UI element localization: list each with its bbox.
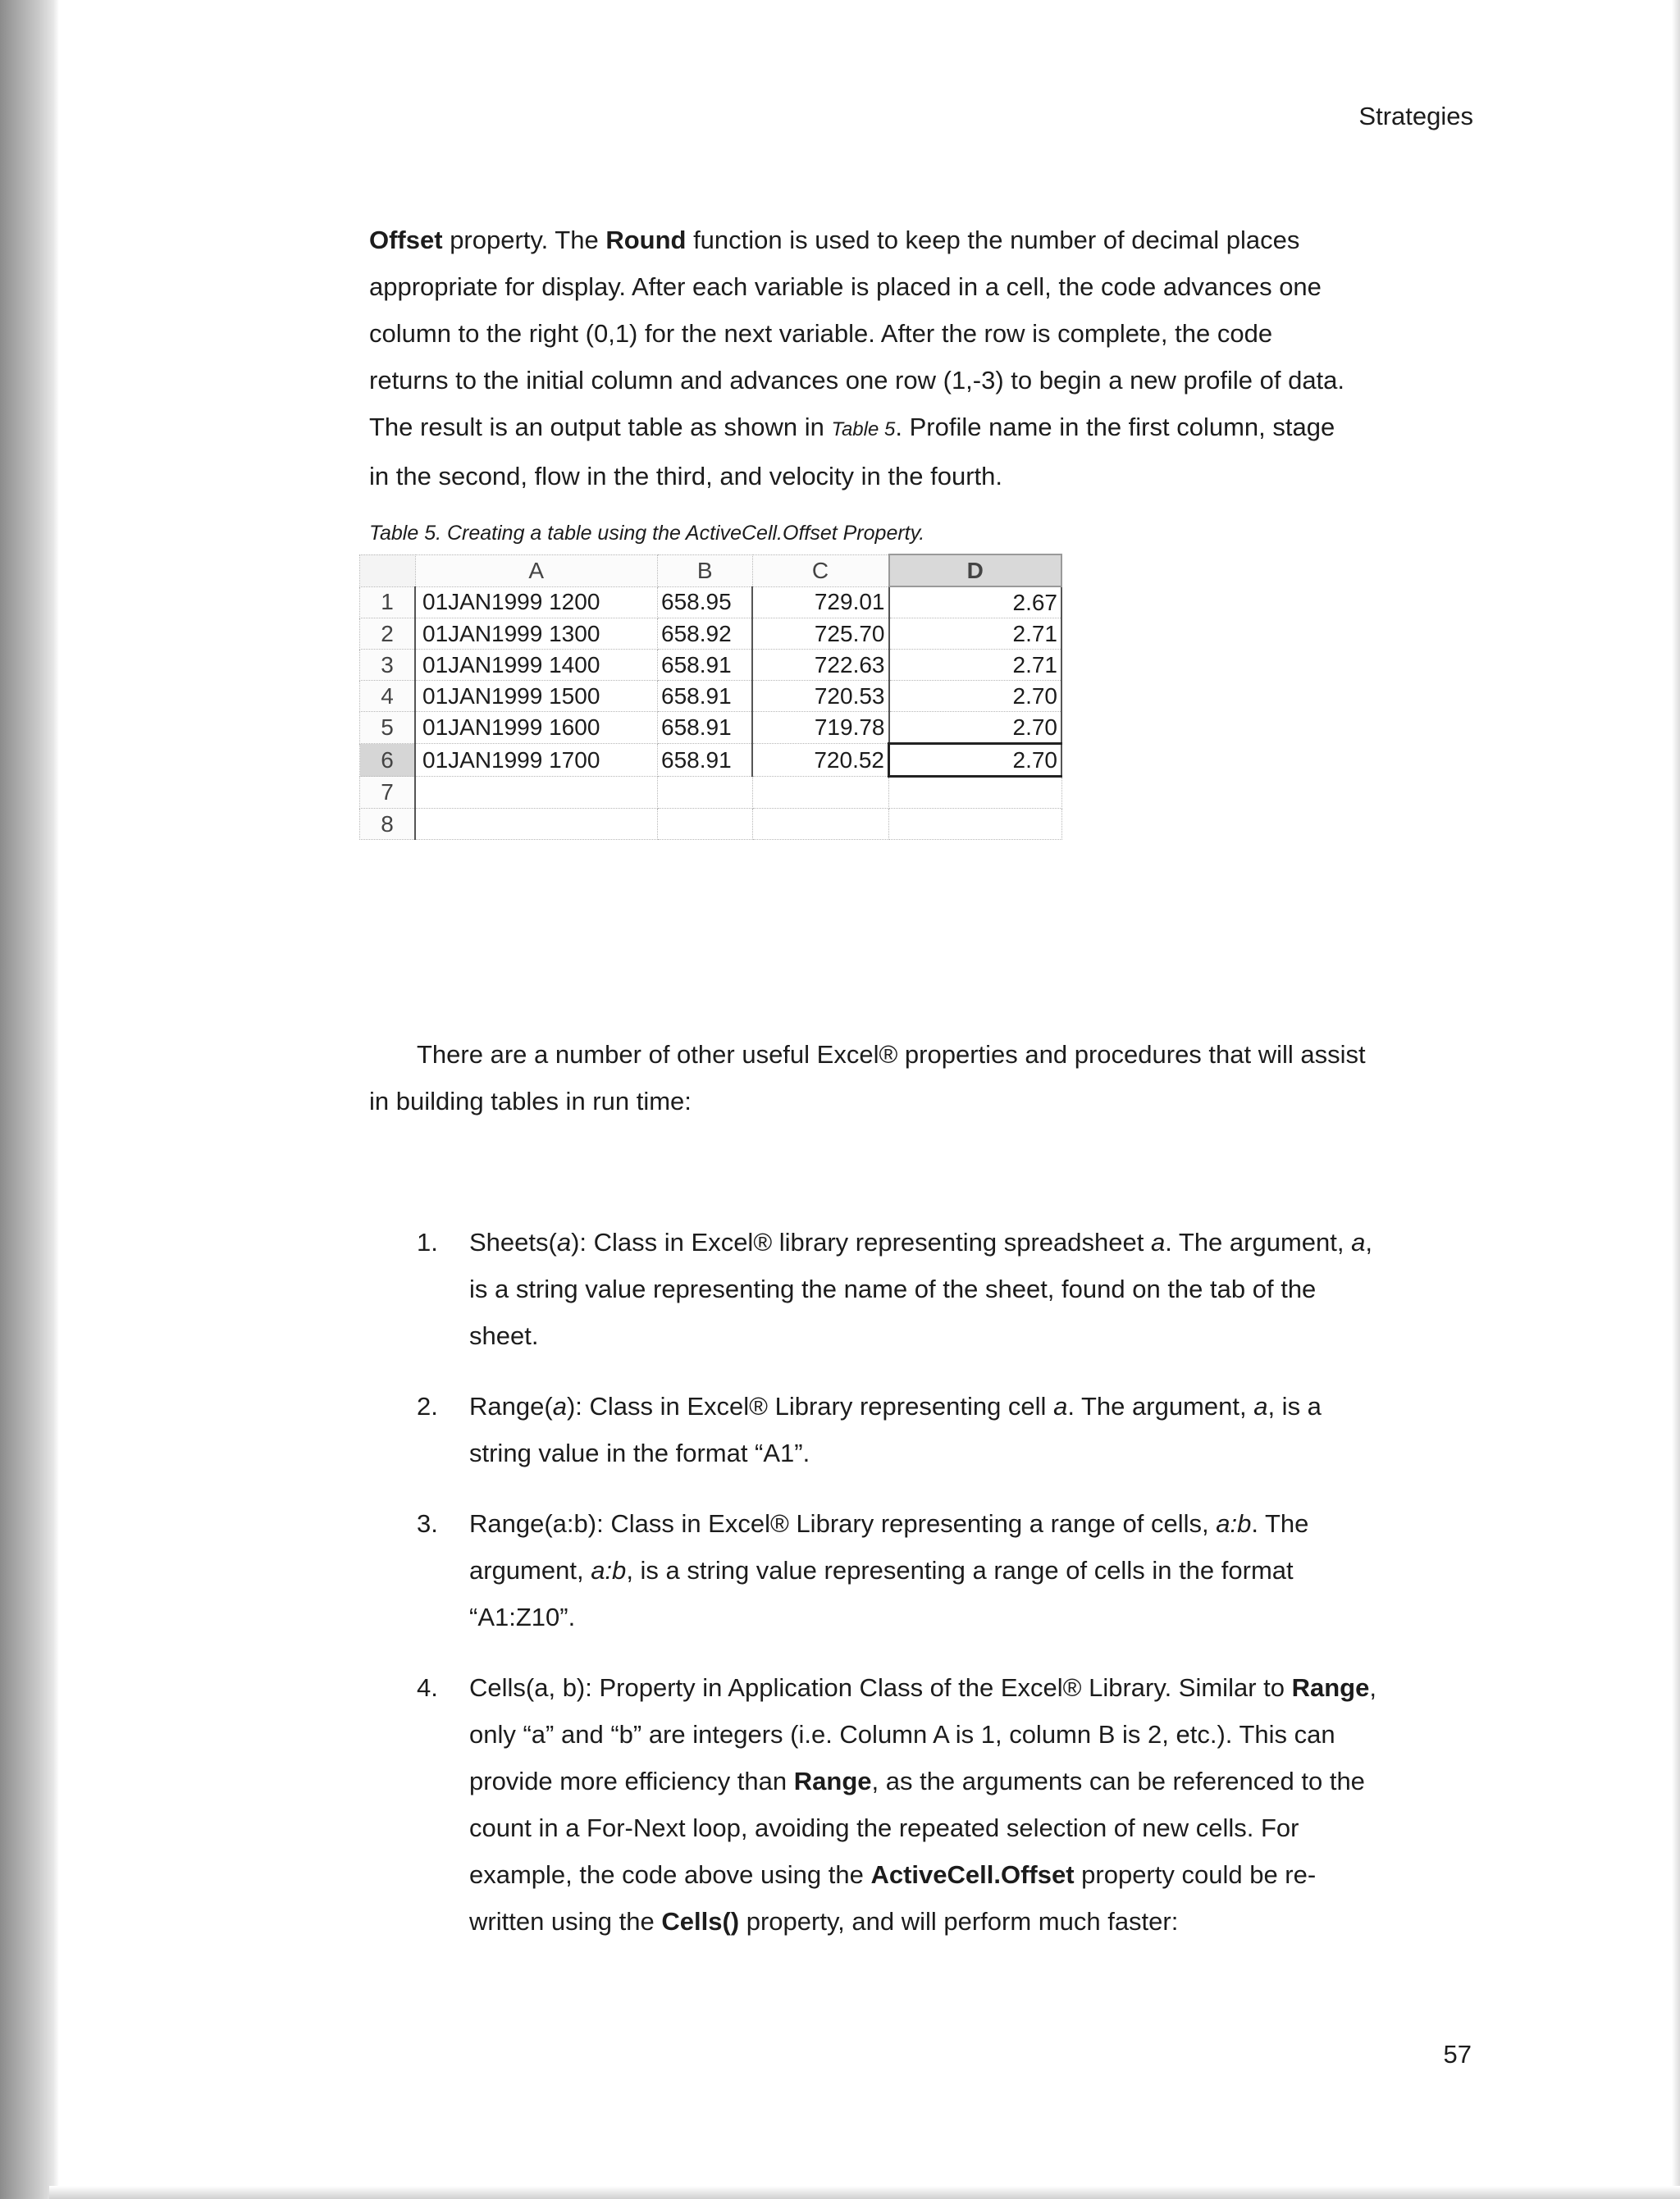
- cell-a[interactable]: [415, 777, 658, 809]
- cell-b[interactable]: [658, 809, 753, 840]
- cell-a[interactable]: 01JAN1999 1200: [415, 586, 658, 618]
- cell-c[interactable]: 720.53: [752, 681, 889, 712]
- cell-d[interactable]: [889, 777, 1062, 809]
- row-header[interactable]: 3: [360, 650, 416, 681]
- table-row: [360, 777, 1062, 809]
- row-header[interactable]: 8: [360, 809, 416, 840]
- cell-a[interactable]: 01JAN1999 1500: [415, 681, 658, 712]
- cell-a[interactable]: 01JAN1999 1600: [415, 712, 658, 744]
- cell-c[interactable]: [752, 809, 889, 840]
- select-all-corner[interactable]: [360, 554, 416, 586]
- column-header-a[interactable]: A: [415, 554, 658, 586]
- cell-b[interactable]: [658, 777, 753, 809]
- row-header[interactable]: 7: [360, 777, 416, 809]
- cell-d[interactable]: 2.70: [889, 681, 1062, 712]
- page-edge-bottom: [49, 2186, 1680, 2199]
- cell-b[interactable]: 658.95: [658, 586, 753, 618]
- page-edge-right: [1672, 0, 1680, 2199]
- row-header[interactable]: 4: [360, 681, 416, 712]
- table-row: [360, 618, 1062, 650]
- intro-paragraph: Offset property. The Round function is used to keep the number of decimal places appropriate for display. After each variable is placed in a cell, the code advances one column to the right (0,1) for the next variable. After the row is complete, the code returns to the initial column and advances one row (1,-3) to begin a new profile of data. The result is an output table as shown in Table 5. Profile name in the first column, stage in the second, flow in the third, and velocity in the fourth.: [369, 226, 1345, 490]
- column-header-c[interactable]: C: [752, 554, 889, 586]
- cell-c[interactable]: 722.63: [752, 650, 889, 681]
- cell-d[interactable]: 2.71: [889, 650, 1062, 681]
- column-header-b[interactable]: B: [658, 554, 753, 586]
- cell-b[interactable]: 658.91: [658, 650, 753, 681]
- cell-d[interactable]: 2.67: [889, 586, 1062, 618]
- paragraph-2: There are a number of other useful Excel® properties and procedures that will assist in building tables in run time:: [369, 1040, 1366, 1115]
- term-offset: Offset: [369, 226, 443, 254]
- cell-a[interactable]: 01JAN1999 1700: [415, 744, 658, 777]
- list-item: 1. Sheets(a): Class in Excel® library representing spreadsheet a. The argument, a, is a string value representing the name of the sheet, found on the tab of the sheet.: [417, 1228, 1372, 1350]
- table-row: [360, 681, 1062, 712]
- cell-b[interactable]: 658.91: [658, 744, 753, 777]
- cell-b[interactable]: 658.91: [658, 712, 753, 744]
- column-header-d[interactable]: D: [889, 554, 1062, 586]
- cell-a[interactable]: 01JAN1999 1300: [415, 618, 658, 650]
- cell-d[interactable]: 2.70: [889, 712, 1062, 744]
- row-header[interactable]: 6: [360, 744, 416, 777]
- row-header[interactable]: 1: [360, 586, 416, 618]
- page-number: 57: [1443, 2040, 1472, 2069]
- spreadsheet-table: [359, 554, 1062, 840]
- cell-d[interactable]: 2.70: [889, 744, 1062, 777]
- cell-c[interactable]: 719.78: [752, 712, 889, 744]
- list-item: 4. Cells(a, b): Property in Application Class of the Excel® Library. Similar to Range, only “a” and “b” are integers (i.e. Column A is 1, column B is 2, etc.). This can provide more efficiency than Range, as the arguments can be referenced to the count in a For-Next loop, avoiding the repeated selection of new cells. For example, the code above using the ActiveCell.Offset property could be re- written using the Cells() property, and will perform much faster:: [417, 1673, 1376, 1936]
- cell-d[interactable]: [889, 809, 1062, 840]
- list-item: 3. Range(a:b): Class in Excel® Library representing a range of cells, a:b. The argument, a:b, is a string value representing a range of cells in the format “A1:Z10”.: [417, 1509, 1309, 1631]
- running-head: Strategies: [1358, 102, 1473, 130]
- table-reference: Table 5: [831, 418, 896, 440]
- cell-a[interactable]: 01JAN1999 1400: [415, 650, 658, 681]
- property-list: [369, 1219, 1485, 1969]
- table-row: [360, 650, 1062, 681]
- cell-c[interactable]: 725.70: [752, 618, 889, 650]
- cell-a[interactable]: [415, 809, 658, 840]
- row-header[interactable]: 5: [360, 712, 416, 744]
- book-spine-shadow: [0, 0, 59, 2199]
- table-row: [360, 809, 1062, 840]
- column-header-row: [360, 554, 1062, 586]
- table-row: [360, 744, 1062, 777]
- cell-c[interactable]: 720.52: [752, 744, 889, 777]
- cell-b[interactable]: 658.91: [658, 681, 753, 712]
- term-round: Round: [605, 226, 687, 254]
- cell-c[interactable]: 729.01: [752, 586, 889, 618]
- table-row: [360, 586, 1062, 618]
- cell-d[interactable]: 2.71: [889, 618, 1062, 650]
- row-header[interactable]: 2: [360, 618, 416, 650]
- cell-b[interactable]: 658.92: [658, 618, 753, 650]
- table-row: [360, 712, 1062, 744]
- table-caption: Table 5. Creating a table using the ActiveCell.Offset Property.: [369, 522, 925, 545]
- list-item: 2. Range(a): Class in Excel® Library representing cell a. The argument, a, is a string value in the format “A1”.: [417, 1392, 1322, 1467]
- cell-c[interactable]: [752, 777, 889, 809]
- spreadsheet-body: [360, 586, 1062, 840]
